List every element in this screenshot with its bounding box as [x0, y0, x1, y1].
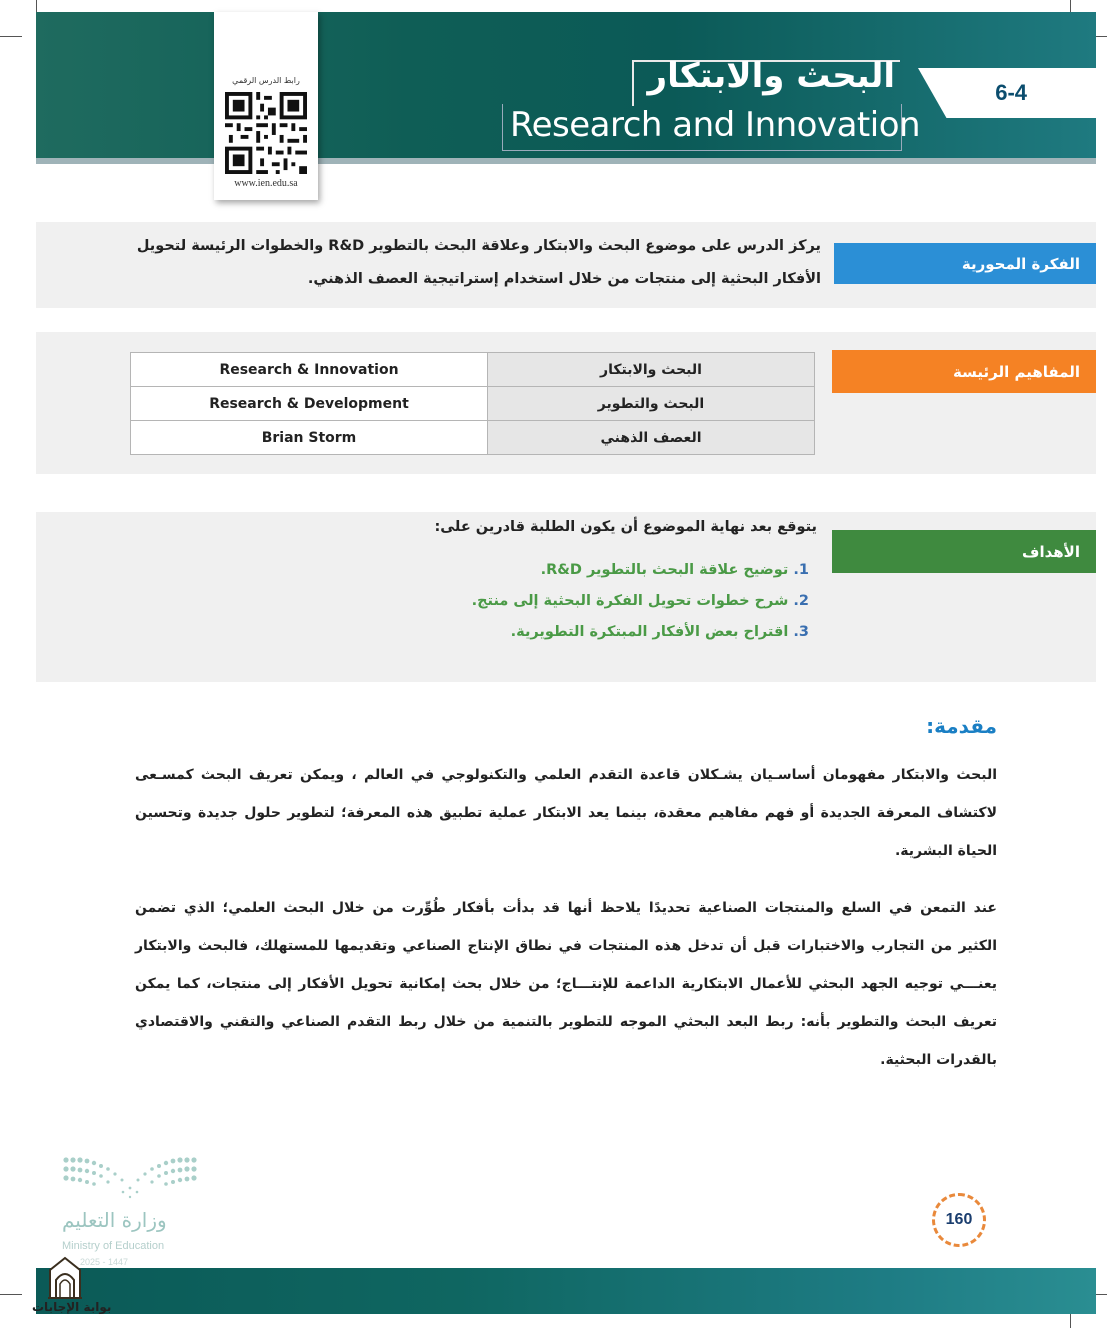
goal-number: 3.	[793, 624, 809, 640]
key-concepts-label: المفاهيم الرئيسة	[832, 350, 1096, 393]
goal-text: اقتراح بعض الأفكار المبتكرة التطويرية.	[510, 624, 789, 640]
crop-mark	[36, 0, 37, 12]
goals-label: الأهداف	[832, 530, 1096, 573]
goal-text: شرح خطوات تحويل الفكرة البحثية إلى منتج.	[471, 593, 789, 609]
footer-band	[36, 1268, 1096, 1314]
paragraph-line: عند التمعن في السلع والمنتجات الصناعية تحديدًا يلاحظ أنها قد بدأت بأفكار طُوِّرت من خلال البحث العلمي؛ الذي تضمن	[135, 900, 997, 916]
concept-en: Brian Storm	[131, 421, 488, 455]
watermark-text: بوابة الإجابات	[32, 1300, 112, 1314]
qr-code-icon[interactable]	[225, 92, 307, 174]
paragraph-line: بالقدرات البحثية.	[880, 1052, 997, 1068]
ministry-name-en: Ministry of Education	[62, 1240, 165, 1252]
core-idea-text-line2: الأفكار البحثية إلى منتجات من خلال استخدام إستراتيجية العصف الذهني.	[307, 271, 821, 287]
page-number: 160	[945, 1211, 973, 1228]
lesson-title-en: Research and Innovation	[510, 105, 921, 145]
ministry-name-ar: وزارة التعليم	[62, 1208, 167, 1232]
core-idea-label: الفكرة المحورية	[834, 243, 1096, 284]
lesson-title-ar: البحث والابتكار	[647, 56, 895, 96]
paragraph-line: الكثير من التجارب والاختبارات قبل أن تدخل هذه المنتجات في نطاق الإنتاج الصناعي وتقديمها للمستهلك، فالبحث والابتكار	[135, 938, 997, 954]
goal-item	[541, 562, 809, 578]
edition-year: 2025 - 1447	[80, 1257, 129, 1267]
paragraph-line: تعريف البحث والتطوير بأنه: ربط البعد البحثي الموجه للتطوير بالتنمية من خلال ربط التقدم الصناعي والتقني والاقتصادي	[135, 1014, 997, 1030]
concept-ar: العصف الذهني	[488, 421, 815, 455]
table-row	[131, 387, 815, 421]
ministry-logo-icon	[60, 1152, 200, 1202]
key-concepts-table	[130, 352, 815, 455]
qr-caption: رابط الدرس الرقمي	[232, 76, 300, 85]
gate-logo-icon	[44, 1256, 86, 1302]
crop-mark	[0, 36, 22, 37]
paragraph-line: الحياة البشرية.	[894, 843, 997, 859]
qr-url[interactable]: www.ien.edu.sa	[234, 178, 298, 189]
crop-mark	[0, 1294, 22, 1295]
goal-item	[511, 624, 809, 640]
goal-number: 2.	[793, 593, 809, 609]
goal-item	[472, 593, 809, 609]
paragraph-line: البحث والابتكار مفهومان أساسـيان يشـكلان قاعدة التقدم العلمي والتكنولوجي في العالم ، ويمكن تعريف البحث كمسـعى	[135, 767, 997, 783]
goal-text: توضيح علاقة البحث بالتطوير R&D.	[540, 562, 789, 578]
table-row	[131, 353, 815, 387]
goal-number: 1.	[793, 562, 809, 578]
header-divider	[36, 158, 1096, 164]
concept-ar: البحث والتطوير	[488, 387, 815, 421]
goals-intro: يتوقع بعد نهاية الموضوع أن يكون الطلبة قادرين على:	[434, 519, 817, 535]
core-idea-text-line1: يركز الدرس على موضوع البحث والابتكار وعلاقة البحث بالتطوير R&D والخطوات الرئيسة لتحويل	[136, 238, 821, 254]
introduction-heading: مقدمة:	[926, 714, 997, 738]
page-number-badge	[932, 1193, 986, 1247]
paragraph-line: لاكتشاف المعرفة الجديدة أو فهم مفاهيم معقدة، بينما يعد الابتكار عملية تطبيق هذه المعرفة؛ لتطوير حلول جديدة وتحسين	[135, 805, 997, 821]
concept-ar: البحث والابتكار	[488, 353, 815, 387]
table-row	[131, 421, 815, 455]
concept-en: Research & Development	[131, 387, 488, 421]
concept-en: Research & Innovation	[131, 353, 488, 387]
paragraph-line: يعنـــي توجيه الجهد البحثي للأعمال الابتكارية الداعمة للإنتـــاج؛ من خلال بحث إمكانية تحويل الأفكار إلى منتجات، كما يمكن	[135, 976, 997, 992]
lesson-number: 6-4	[995, 80, 1027, 105]
